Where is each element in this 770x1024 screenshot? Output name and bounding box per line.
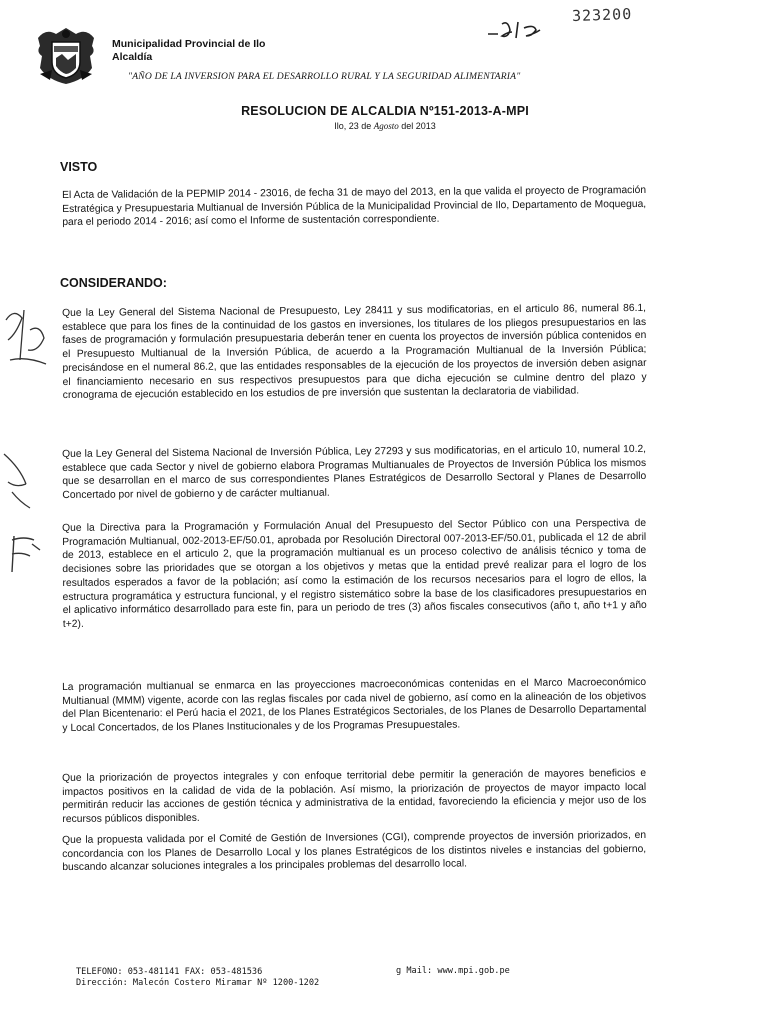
visto-heading: VISTO	[60, 160, 98, 174]
footer-contact	[76, 967, 319, 989]
considerando-paragraph-4: La programación multianual se enmarca en las proyecciones macroeconómicas contenidas en el Marco Macroeconómico Multianual (MMM) vigente, acorde con las reglas fiscales por cada nivel de gobierno, así como en la alineación de los objetivos del Plan Bicentenario: el Perú hacia el 2021, de los Planes Estratégicos Sectoriales, de los Planes de Desarrollo Departamental y Local Concertados, de los Planes Institucionales y de los Programas Presupuestales.	[62, 676, 647, 735]
margin-signature-mark-2	[0, 448, 40, 518]
visto-paragraph: El Acta de Validación de la PEPMIP 2014 - 23016, de fecha 31 de mayo del 2013, en la que valida el proyecto de Programación Estratégica y Presupuestaria Multianual de Inversión Pública de la Municipalidad Provincial de Ilo, Departamento de Moquegua, para el periodo 2014 - 2016; así como el Informe de sustentación correspondiente.	[62, 184, 647, 229]
resolution-date	[0, 121, 770, 131]
year-motto: "AÑO DE LA INVERSION PARA EL DESARROLLO RURAL Y LA SEGURIDAD ALIMENTARIA"	[128, 71, 521, 82]
resolution-title: RESOLUCION DE ALCALDIA Nº151-2013-A-MPI	[241, 104, 529, 118]
footer-address: Dirección: Malecón Costero Miramar Nº 1200-1202	[76, 978, 320, 988]
considerando-heading: CONSIDERANDO:	[60, 276, 167, 290]
date-prefix: Ilo, 23 de	[334, 121, 372, 131]
institution-line2: Alcaldía	[112, 51, 153, 63]
considerando-paragraph-6: Que la propuesta validada por el Comité de Gestión de Inversiones (CGI), comprende proyectos de inversión priorizados, en concordancia con los Planes de Desarrollo Local y los planes Estratégicos de los distintos niveles e instancias del gobierno, buscando alcanzar soluciones integrales a los principales problemas del desarrollo local.	[62, 829, 647, 874]
date-year: del 2013	[401, 121, 436, 131]
footer-web: g Mail: www.mpi.gob.pe	[396, 966, 510, 976]
footer-phone: TELEFONO: 053-481141 FAX: 053-481536	[76, 967, 263, 977]
considerando-paragraph-3: Que la Directiva para la Programación y Formulación Anual del Presupuesto del Sector Público con una Perspectiva de Programación Multianual, 002-2013-EF/50.01, aprobada por Resolución Directoral 007-2013-EF/50.01, publicada el 12 de abril de 2013, establece en el articulo 2, que la programación multianual es un proceso colectivo de análisis técnico y toma de decisiones sobre las prioridades que se otorgan a los objetivos y metas que la entidad prevé realizar para el logro de los resultados esperados a favor de la población; así como la estimación de los recursos necesarios para el logro de ellos, la estructura programática y estructura funcional, y el registro sistemático sobre la base de los clasificadores presupuestarios en el aplicativo informático desarrollado para este fin, para un periodo de tres (3) años fiscales consecutivos (año t, año t+1 y año t+2).	[62, 517, 647, 630]
considerando-paragraph-2: Que la Ley General del Sistema Nacional de Inversión Pública, Ley 27293 y sus modificatorias, en el articulo 10, numeral 10.2, establece que cada Sector y nivel de gobierno elabora Programas Multianuales de Proyectos de Inversión Pública los mismos que se desarrollan en el marco de sus correspondientes Planes Estratégicos de Desarrollo Sectoral y Planes de Desarrollo Concertado por nivel de gobierno y de carácter multianual.	[62, 443, 647, 502]
institution-line1: Municipalidad Provincial de Ilo	[112, 38, 266, 50]
margin-initials-mark	[4, 532, 44, 580]
margin-signature-mark-1	[0, 300, 56, 380]
institution-name	[112, 38, 265, 64]
handwritten-scribble-top	[484, 18, 544, 42]
considerando-paragraph-1: Que la Ley General del Sistema Nacional de Presupuesto, Ley 28411 y sus modificatorias, en el articulo 86, numeral 86.1, establece que para los fines de la continuidad de los gastos en inversiones, los titulares de los pliegos presupuestarios en las fases de programación y formulación presupuestaria deberán tener en cuenta los proyectos de inversión pública contenidos en el Presupuesto Multianual de la Inversión Pública, de acuerdo a la Programación Multianual de la Inversión Pública; precisándose en el numeral 86.2, que las entidades responsables de la ejecución de los proyectos de inversión deben asignar el financiamiento necesario en sus respectivos presupuestos para que dicha ejecución se culmine dentro del plazo y cronograma de ejecución establecido en los estudios de pre inversión que sustentan la declaratoria de viabilidad.	[62, 302, 647, 402]
considerando-paragraph-5: Que la priorización de proyectos integrales y con enfoque territorial debe permitir la generación de mayores beneficios e impactos positivos en la calidad de vida de la población. Así mismo, la priorización de proyectos de mayor impacto local permitirán reducir las acciones de gestión técnica y administrativa de la entidad, favoreciendo la eficiencia y mejor uso de los recursos públicos disponibles.	[62, 767, 647, 826]
municipal-crest-icon	[34, 24, 98, 86]
date-month: Agosto	[373, 121, 399, 131]
handwritten-document-number: 323200	[571, 4, 633, 26]
